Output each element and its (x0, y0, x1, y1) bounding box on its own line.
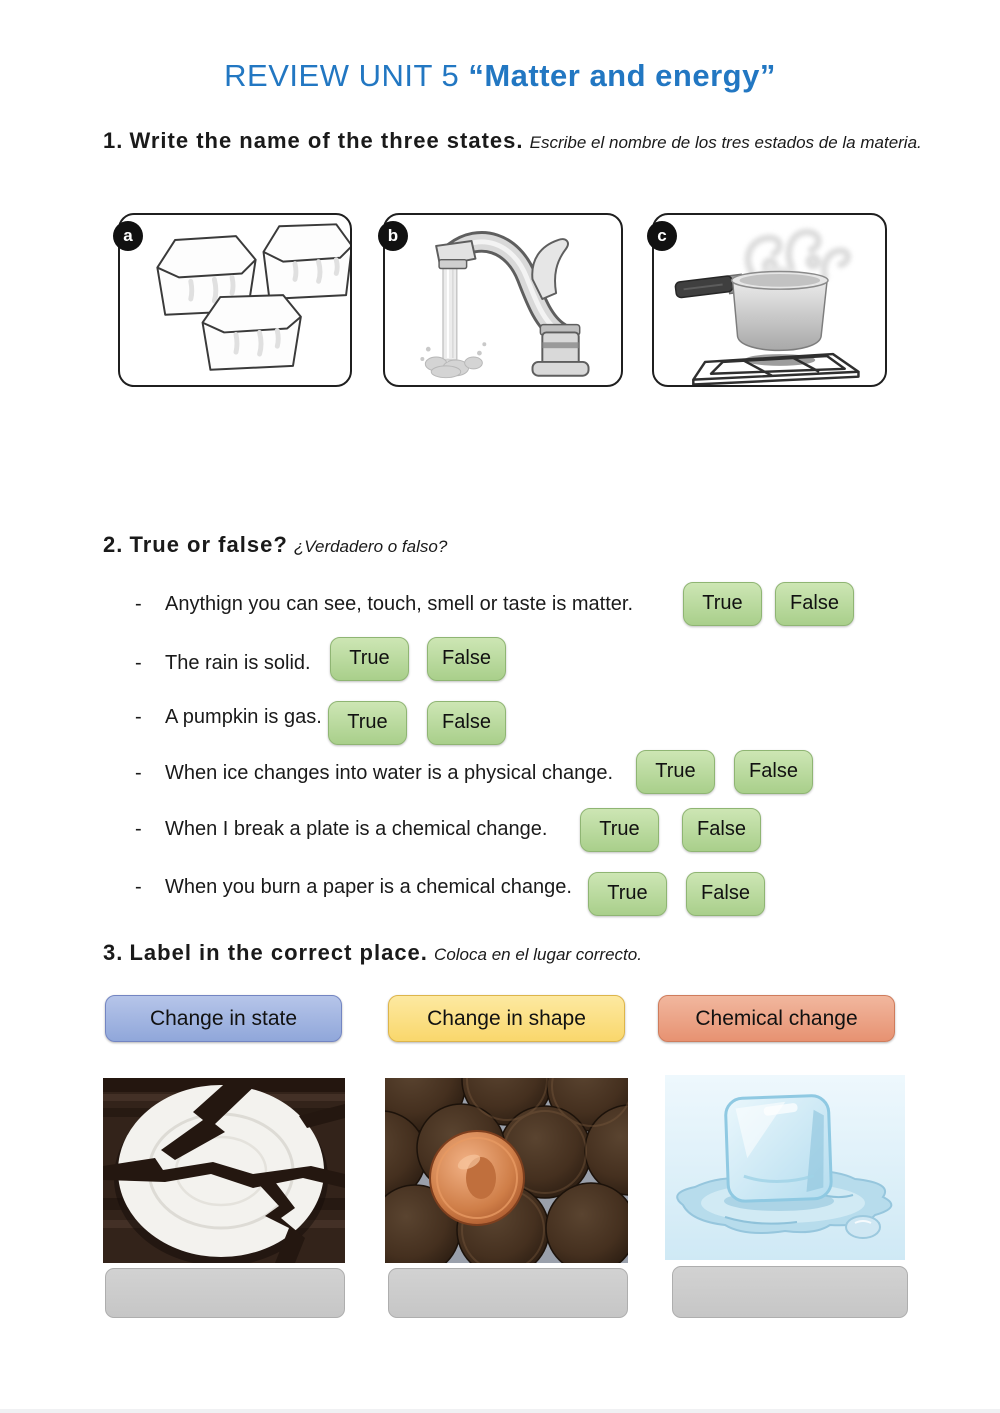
tf-statement-text: A pumpkin is gas. (165, 706, 322, 728)
tf-statement-text: When you burn a paper is a chemical change. (165, 876, 572, 898)
true-button-2[interactable]: True (330, 637, 409, 681)
tf-statement-text: When I break a plate is a chemical change. (165, 818, 548, 840)
true-button-3[interactable]: True (328, 701, 407, 745)
false-button-2[interactable]: False (427, 637, 506, 681)
bullet-dash: - (135, 706, 142, 728)
picture-badge-c: c (647, 221, 677, 251)
true-button-1[interactable]: True (683, 582, 762, 626)
false-button-1[interactable]: False (775, 582, 854, 626)
section3-heading (103, 936, 943, 969)
answer-slot-plate[interactable] (105, 1268, 345, 1318)
page-title (0, 58, 1000, 94)
boiling-pot-illustration (654, 215, 885, 385)
bullet-dash: - (135, 652, 142, 674)
answer-slot-pennies[interactable] (388, 1268, 628, 1318)
label-change-in-state[interactable]: Change in state (105, 995, 342, 1042)
section2-number: 2. (103, 532, 124, 557)
section1-number: 1. (103, 128, 124, 153)
page-title-regular: REVIEW UNIT 5 (224, 58, 469, 93)
picture-frame-a (118, 213, 352, 387)
bullet-dash: - (135, 876, 142, 898)
tf-statement-text: The rain is solid. (165, 652, 311, 674)
label-chemical-change[interactable]: Chemical change (658, 995, 895, 1042)
tf-statement-text: Anythign you can see, touch, smell or taste is matter. (165, 593, 634, 615)
section3-number: 3. (103, 940, 124, 965)
false-button-3[interactable]: False (427, 701, 506, 745)
tf-statement-text: When ice changes into water is a physical change. (165, 762, 614, 784)
true-button-4[interactable]: True (636, 750, 715, 794)
false-button-5[interactable]: False (682, 808, 761, 852)
picture-frame-b (383, 213, 623, 387)
tf-statement (135, 760, 613, 786)
ice-cubes-illustration (120, 215, 350, 385)
section1-heading (103, 124, 943, 157)
section2-heading-text: True or false? (129, 532, 288, 557)
melting-ice-image (665, 1075, 905, 1260)
section3-subheading-text: Coloca en el lugar correcto. (434, 945, 642, 964)
section2-subheading-text: ¿Verdadero o falso? (293, 537, 448, 556)
tf-statement (135, 874, 572, 900)
page-title-bold: “Matter and energy” (468, 58, 776, 93)
picture-frame-c (652, 213, 887, 387)
tf-statement (135, 650, 311, 676)
bullet-dash: - (135, 593, 142, 615)
section3-heading-text: Label in the correct place. (129, 940, 428, 965)
picture-badge-b: b (378, 221, 408, 251)
false-button-6[interactable]: False (686, 872, 765, 916)
section1-heading-text: Write the name of the three states. (129, 128, 524, 153)
page-bottom-cutoff (0, 1409, 1000, 1413)
pennies-image (385, 1078, 628, 1263)
tf-statement (135, 591, 633, 617)
section1-subheading-text: Escribe el nombre de los tres estados de la materia. (529, 133, 922, 152)
faucet-illustration (385, 215, 621, 385)
picture-badge-a: a (113, 221, 143, 251)
section2-heading (103, 528, 943, 561)
bullet-dash: - (135, 818, 142, 840)
true-button-6[interactable]: True (588, 872, 667, 916)
tf-statement (135, 704, 322, 730)
broken-plate-image (103, 1078, 345, 1263)
label-change-in-shape[interactable]: Change in shape (388, 995, 625, 1042)
tf-statement (135, 816, 547, 842)
bullet-dash: - (135, 762, 142, 784)
answer-slot-ice[interactable] (672, 1266, 908, 1318)
true-button-5[interactable]: True (580, 808, 659, 852)
false-button-4[interactable]: False (734, 750, 813, 794)
